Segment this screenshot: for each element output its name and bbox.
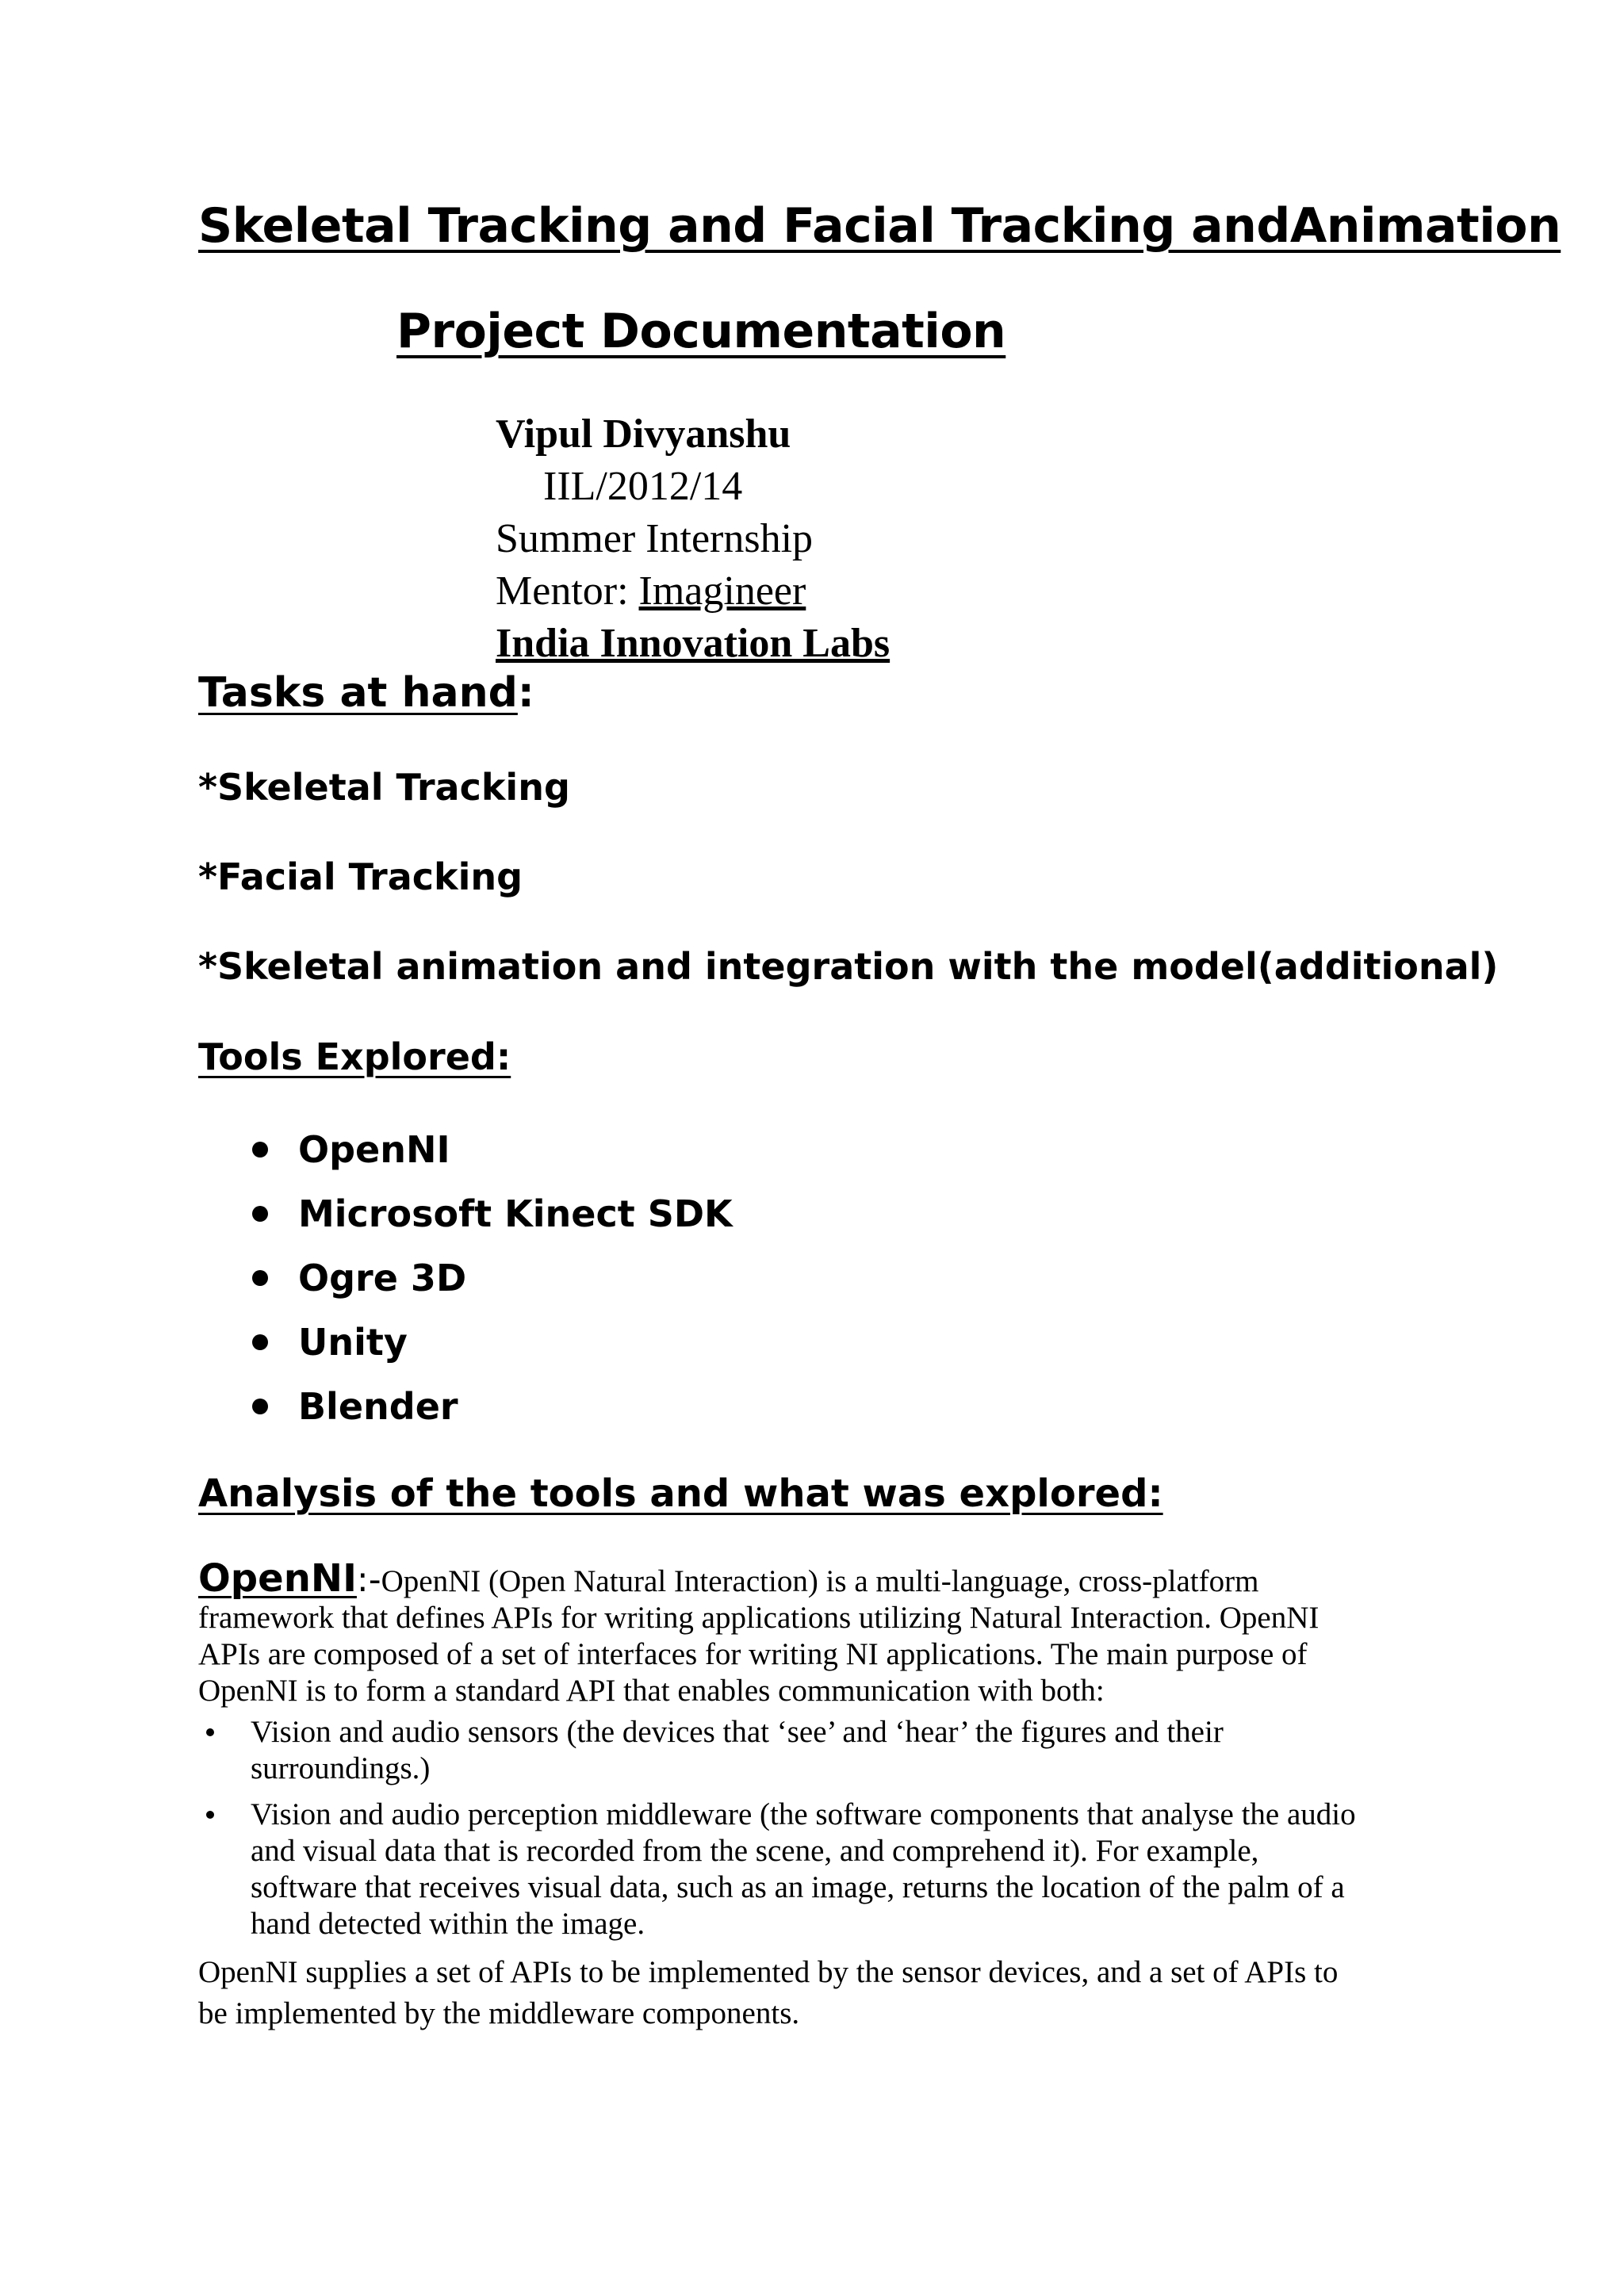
bullet-line: Vision and audio sensors (the devices that ‘see’ and ‘hear’ the figures and their <box>251 1715 1224 1749</box>
openni-separator: :- <box>356 1559 381 1600</box>
bullet-icon <box>252 1206 268 1222</box>
openni-label: OpenNI <box>198 1556 357 1601</box>
tasks-heading-suffix: : <box>517 669 534 717</box>
bullet-icon <box>206 1811 214 1819</box>
list-item <box>198 1797 1435 1942</box>
organization-name: India Innovation Labs <box>496 621 891 666</box>
openni-closing-line: OpenNI supplies a set of APIs to be implemented by the sensor devices, and a set of APIs to <box>198 1955 1339 1989</box>
openni-intro-first-line <box>198 1556 1435 1601</box>
bullet-icon <box>206 1728 214 1736</box>
bullet-line: surroundings.) <box>251 1751 431 1785</box>
task-item-skeletal-tracking: *Skeletal Tracking <box>198 766 570 809</box>
author-id: IIL/2012/14 <box>543 464 743 509</box>
openni-intro-line: OpenNI (Open Natural Interaction) is a multi-language, cross-platform <box>381 1564 1259 1598</box>
tool-name: Ogre 3D <box>298 1257 467 1299</box>
mentor-line <box>496 565 890 618</box>
author-block <box>496 408 890 670</box>
tool-name: OpenNI <box>298 1128 450 1171</box>
bullet-icon <box>252 1399 268 1414</box>
list-item <box>246 1254 733 1318</box>
tasks-heading <box>198 669 534 717</box>
analysis-heading: Analysis of the tools and what was explored: <box>198 1471 1163 1516</box>
openni-intro-line: OpenNI is to form a standard API that enables communication with both: <box>198 1674 1105 1708</box>
tool-name: Blender <box>298 1385 458 1428</box>
bullet-icon <box>252 1142 268 1158</box>
list-item <box>198 1714 1435 1787</box>
list-item <box>246 1383 733 1447</box>
bullet-line: Vision and audio perception middleware (the software components that analyse the audio <box>251 1797 1356 1831</box>
tool-name: Unity <box>298 1321 408 1364</box>
list-item <box>246 1190 733 1254</box>
openni-closing-line: be implemented by the middleware components. <box>198 1996 800 2030</box>
task-item-skeletal-animation: *Skeletal animation and integration with the model(additional) <box>198 945 1499 988</box>
openni-intro-line: APIs are composed of a set of interfaces for writing NI applications. The main purpose of <box>198 1637 1308 1671</box>
bullet-line: software that receives visual data, such as an image, returns the location of the palm of a <box>251 1870 1345 1904</box>
task-item-facial-tracking: *Facial Tracking <box>198 855 523 898</box>
list-item <box>246 1318 733 1383</box>
tools-heading: Tools Explored: <box>198 1035 511 1078</box>
bullet-line: hand detected within the image. <box>251 1907 645 1941</box>
tool-name: Microsoft Kinect SDK <box>298 1192 733 1235</box>
tools-list <box>246 1126 733 1447</box>
mentor-value: Imagineer <box>638 568 806 614</box>
author-program: Summer Internship <box>496 516 814 561</box>
bullet-icon <box>252 1270 268 1286</box>
openni-bullet-list <box>198 1714 1435 1942</box>
tasks-heading-text: Tasks at hand <box>198 669 518 717</box>
document-subtitle: Project Documentation <box>396 304 1006 359</box>
openni-section <box>198 1556 1435 2034</box>
mentor-label: Mentor: <box>496 568 639 614</box>
bullet-icon <box>252 1334 268 1350</box>
document-title: Skeletal Tracking and Facial Tracking andAnimation <box>198 198 1561 254</box>
bullet-line: and visual data that is recorded from the scene, and comprehend it). For example, <box>251 1834 1259 1868</box>
list-item <box>246 1126 733 1190</box>
author-name: Vipul Divyanshu <box>496 411 791 457</box>
openni-intro-line: framework that defines APIs for writing applications utilizing Natural Interaction. OpenNI <box>198 1601 1320 1635</box>
